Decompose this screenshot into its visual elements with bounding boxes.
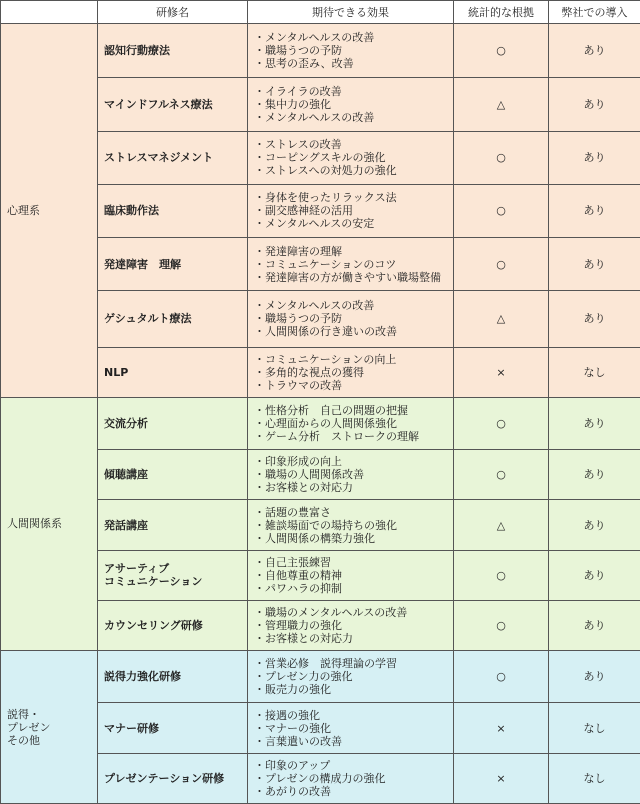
training-name-cell: [98, 600, 248, 650]
training-name-cell: [98, 238, 248, 291]
introduction-status: あり: [549, 550, 640, 600]
training-name-cell: [98, 450, 248, 500]
effects-cell: [248, 78, 454, 131]
training-name: マナー研修: [104, 721, 159, 735]
training-name-cell: [98, 500, 248, 550]
effect-item: ・パワハラの抑制: [254, 581, 342, 595]
effect-item: ・トラウマの改善: [254, 378, 342, 392]
effect-item: ・接遇の強化: [254, 708, 320, 722]
effect-item: ・ストレスへの対処力の強化: [254, 164, 397, 178]
effect-item: ・職場の人間関係改善: [254, 468, 364, 482]
table-body: [1, 24, 640, 804]
training-name-cell: [98, 24, 248, 78]
table-row: [1, 397, 640, 449]
evidence-mark: ○: [454, 397, 549, 449]
category-label-line: 人間関係系: [7, 517, 62, 531]
training-name: プレゼンテーション研修: [104, 771, 225, 785]
training-name-cell: [98, 397, 248, 449]
effect-item: ・性格分析 自己の問題の把握: [254, 403, 408, 417]
effect-item: ・職場うつの予防: [254, 44, 342, 58]
effect-item: ・コミュニケーションの向上: [254, 352, 397, 366]
effect-item: ・メンタルヘルスの改善: [254, 110, 375, 124]
training-name: 説得力強化研修: [104, 670, 181, 684]
evidence-mark: ○: [454, 184, 549, 237]
header-expected-effects: 期待できる効果: [248, 1, 454, 24]
evidence-mark: ×: [454, 347, 549, 397]
introduction-status: あり: [549, 238, 640, 291]
effect-item: ・心理面からの人間関係強化: [254, 416, 397, 430]
header-category: [1, 1, 98, 24]
effect-item: ・思考の歪み、改善: [254, 57, 354, 71]
training-name-cell: [98, 347, 248, 397]
category-label-line: 心理系: [7, 203, 40, 217]
effect-item: ・イライラの改善: [254, 84, 342, 98]
effect-item: ・雑談場面での場持ちの強化: [254, 518, 397, 532]
training-name: マインドフルネス療法: [104, 97, 213, 111]
effects-cell: [248, 131, 454, 184]
category-cell: [1, 651, 98, 804]
training-name: ストレスマネジメント: [104, 151, 214, 165]
evidence-mark: △: [454, 291, 549, 347]
effect-item: ・ストレスの改善: [254, 138, 342, 152]
training-name: 発達障害 理解: [104, 257, 181, 271]
introduction-status: あり: [549, 397, 640, 449]
effects-cell: [248, 397, 454, 449]
introduction-status: あり: [549, 78, 640, 131]
effect-item: ・ゲーム分析 ストロークの理解: [254, 429, 419, 443]
effect-item: ・職場のメンタルヘルスの改善: [254, 606, 408, 619]
evidence-mark: ○: [454, 651, 549, 703]
evidence-mark: ○: [454, 24, 549, 78]
training-name: アサーティブ: [104, 562, 170, 576]
table-row: [1, 651, 640, 703]
effect-item: ・集中力の強化: [254, 97, 331, 111]
training-name: カウンセリング研修: [104, 619, 203, 632]
effects-cell: [248, 753, 454, 803]
effect-item: ・お客様との対応力: [254, 632, 353, 645]
effect-item: ・自他尊重の精神: [254, 568, 342, 582]
training-name-cell: [98, 184, 248, 237]
effect-item: ・人間関係の行き違いの改善: [254, 325, 397, 339]
effect-item: ・コーピングスキルの強化: [254, 151, 386, 165]
effect-item: ・管理職力の強化: [254, 619, 342, 632]
evidence-mark: ○: [454, 450, 549, 500]
training-name: ゲシュタルト療法: [104, 312, 192, 326]
effect-item: ・メンタルヘルスの安定: [254, 217, 375, 231]
effects-cell: [248, 347, 454, 397]
effects-cell: [248, 651, 454, 703]
effect-item: ・多角的な視点の獲得: [254, 365, 364, 379]
effect-item: ・印象のアップ: [254, 758, 331, 772]
training-name-cell: [98, 703, 248, 753]
introduction-status: あり: [549, 500, 640, 550]
introduction-status: あり: [549, 651, 640, 703]
effect-item: ・あがりの改善: [254, 784, 331, 798]
effect-item: ・副交感神経の活用: [254, 204, 353, 218]
evidence-mark: ○: [454, 238, 549, 291]
effect-item: ・発達障害の理解: [254, 244, 342, 258]
category-label-line: 説得・: [7, 707, 40, 721]
effect-item: ・営業必修 説得理論の学習: [254, 657, 397, 671]
training-name-cell: [98, 753, 248, 803]
evidence-mark: △: [454, 500, 549, 550]
effect-item: ・コミュニケーションのコツ: [254, 257, 397, 271]
header-company-introduction: 弊社での導入: [549, 1, 640, 24]
effects-cell: [248, 703, 454, 753]
evidence-mark: ×: [454, 753, 549, 803]
effect-item: ・販売力の強化: [254, 683, 331, 697]
effects-cell: [248, 500, 454, 550]
effect-item: ・お客様との対応力: [254, 481, 353, 495]
effect-item: ・印象形成の向上: [254, 455, 342, 469]
effect-item: ・メンタルヘルスの改善: [254, 299, 375, 313]
effects-cell: [248, 550, 454, 600]
training-name: NLP: [104, 365, 129, 379]
introduction-status: あり: [549, 131, 640, 184]
introduction-status: なし: [549, 703, 640, 753]
table-row: [1, 24, 640, 78]
effect-item: ・プレゼンの構成力の強化: [254, 771, 386, 785]
training-name: 傾聴講座: [104, 468, 148, 482]
effect-item: ・マナーの強化: [254, 721, 331, 735]
header-training-name: 研修名: [98, 1, 248, 24]
effect-item: ・人間関係の構築力強化: [254, 531, 375, 545]
training-name: 臨床動作法: [104, 204, 159, 218]
evidence-mark: ○: [454, 131, 549, 184]
effects-cell: [248, 600, 454, 650]
category-label-line: プレゼン: [7, 720, 51, 734]
introduction-status: あり: [549, 24, 640, 78]
effect-item: ・メンタルヘルスの改善: [254, 31, 375, 45]
effects-cell: [248, 291, 454, 347]
introduction-status: あり: [549, 600, 640, 650]
training-name-cell: [98, 651, 248, 703]
effects-cell: [248, 184, 454, 237]
effect-item: ・話題の豊富さ: [254, 505, 331, 519]
training-name-cell: [98, 291, 248, 347]
category-label-line: その他: [7, 733, 40, 747]
header-statistical-evidence: 統計的な根拠: [454, 1, 549, 24]
training-name: コミュニケーション: [104, 575, 203, 589]
evidence-mark: ×: [454, 703, 549, 753]
effect-item: ・身体を使ったリラックス法: [254, 191, 397, 205]
introduction-status: なし: [549, 753, 640, 803]
category-cell: [1, 24, 98, 398]
header-row: [1, 1, 640, 24]
training-name: 発話講座: [104, 518, 148, 532]
effect-item: ・自己主張練習: [254, 555, 331, 569]
introduction-status: あり: [549, 450, 640, 500]
category-cell: [1, 397, 98, 650]
evidence-mark: △: [454, 78, 549, 131]
training-name: 交流分析: [104, 416, 148, 430]
evidence-mark: ○: [454, 600, 549, 650]
training-name-cell: [98, 131, 248, 184]
effects-cell: [248, 238, 454, 291]
effect-item: ・発達障害の方が働きやすい職場整備: [254, 270, 441, 284]
introduction-status: あり: [549, 184, 640, 237]
effect-item: ・職場うつの予防: [254, 312, 342, 326]
effects-cell: [248, 24, 454, 78]
training-name-cell: [98, 78, 248, 131]
training-name: 認知行動療法: [104, 44, 170, 58]
evidence-mark: ○: [454, 550, 549, 600]
training-name-cell: [98, 550, 248, 600]
effect-item: ・言葉遣いの改善: [254, 734, 342, 748]
introduction-status: あり: [549, 291, 640, 347]
effect-item: ・プレゼン力の強化: [254, 670, 353, 684]
effects-cell: [248, 450, 454, 500]
introduction-status: なし: [549, 347, 640, 397]
